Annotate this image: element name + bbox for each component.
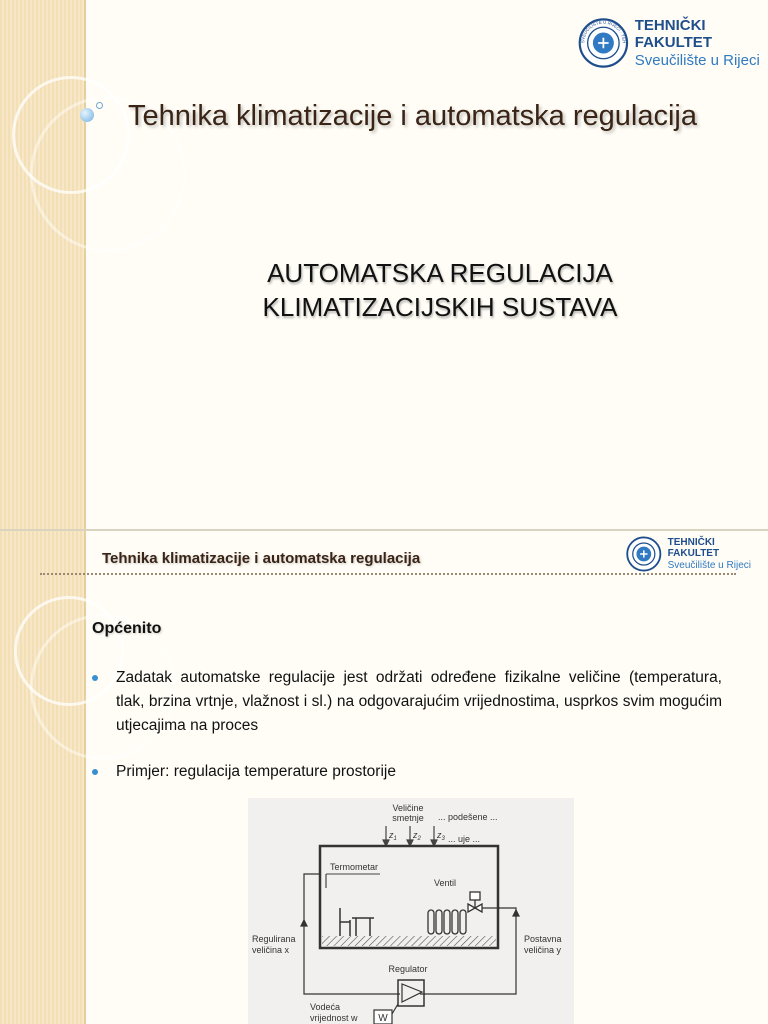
disturbance-label: smetnje [392,813,424,823]
bullet-dot-icon [92,769,98,775]
logo-title: TEHNIČKI FAKULTET [634,17,712,52]
university-seal-icon [626,536,662,572]
manipulated-line [420,908,519,994]
z3-label: $z_3$ [437,830,445,842]
reference-label: Vodeća [310,1002,341,1012]
manipulated-variable-label: veličina y [524,945,562,955]
section-title: Općenito [92,620,162,637]
controlled-variable-label: Regulirana [252,934,296,944]
reference-label: vrijednost w [310,1013,358,1023]
valve-icon [468,892,500,912]
radiator-icon [428,910,466,934]
bullet-orb [80,108,94,122]
university-logo [578,14,768,72]
content-slide [0,530,768,1024]
bullet-text: Zadatak automatske regulacije jest održati određene fizikalne veličine (temperatura, tlak, brzina vrtnje, vlažnost i sl.) na odgovarajućim vrijednostima, usprkos svim mogućim utjecajima na proces [116,669,722,734]
seal-text: SVEUČILIŠTE U RIJECI · TEH [580,19,627,44]
bullet-item [92,760,722,784]
slide-header: Tehnika klimatizacije i automatska regulacija [102,550,421,567]
controlled-variable-label: veličina x [252,945,290,955]
logo-subtitle: Sveučilište u Rijeci [634,51,760,69]
setpoint-symbol: W [378,1013,388,1024]
z2-label: $z_2$ [413,830,421,842]
logo-subtitle: Sveučilište u Rijeci [667,559,751,571]
university-seal-icon [578,14,629,72]
control-diagram-figure [248,798,574,1024]
disturbance-label: Veličine [392,803,424,813]
room-floor [322,936,496,946]
setpoint-connector [392,1004,398,1014]
header-divider [40,573,736,576]
subtitle-line-1: AUTOMATSKA REGULACIJA [267,258,613,288]
furniture-icon [340,908,374,936]
slide-title: Tehnika klimatizacije i automatska regulacija [128,100,697,132]
logo-title: TEHNIČKI FAKULTET [667,536,720,560]
control-diagram [248,798,574,1024]
manipulated-variable-label: Postavna [524,934,562,944]
slide-separator [0,529,768,531]
bullet-text: Primjer: regulacija temperature prostorije [116,763,396,780]
thermometer-label: Termometar [330,862,379,872]
bullet-item [92,666,722,738]
background-text: ... podešene ... [438,812,498,822]
amplifier-icon [402,984,422,1002]
university-logo [626,536,768,572]
background-text: ... uje ... [448,834,481,844]
bullet-orb-small [96,102,103,109]
z1-label: $z_1$ [389,830,397,842]
regulator-label: Regulator [388,964,428,974]
bullet-dot-icon [92,675,98,681]
subtitle-line-2: KLIMATIZACIJSKIH SUSTAVA [262,292,618,322]
valve-label: Ventil [434,878,457,888]
